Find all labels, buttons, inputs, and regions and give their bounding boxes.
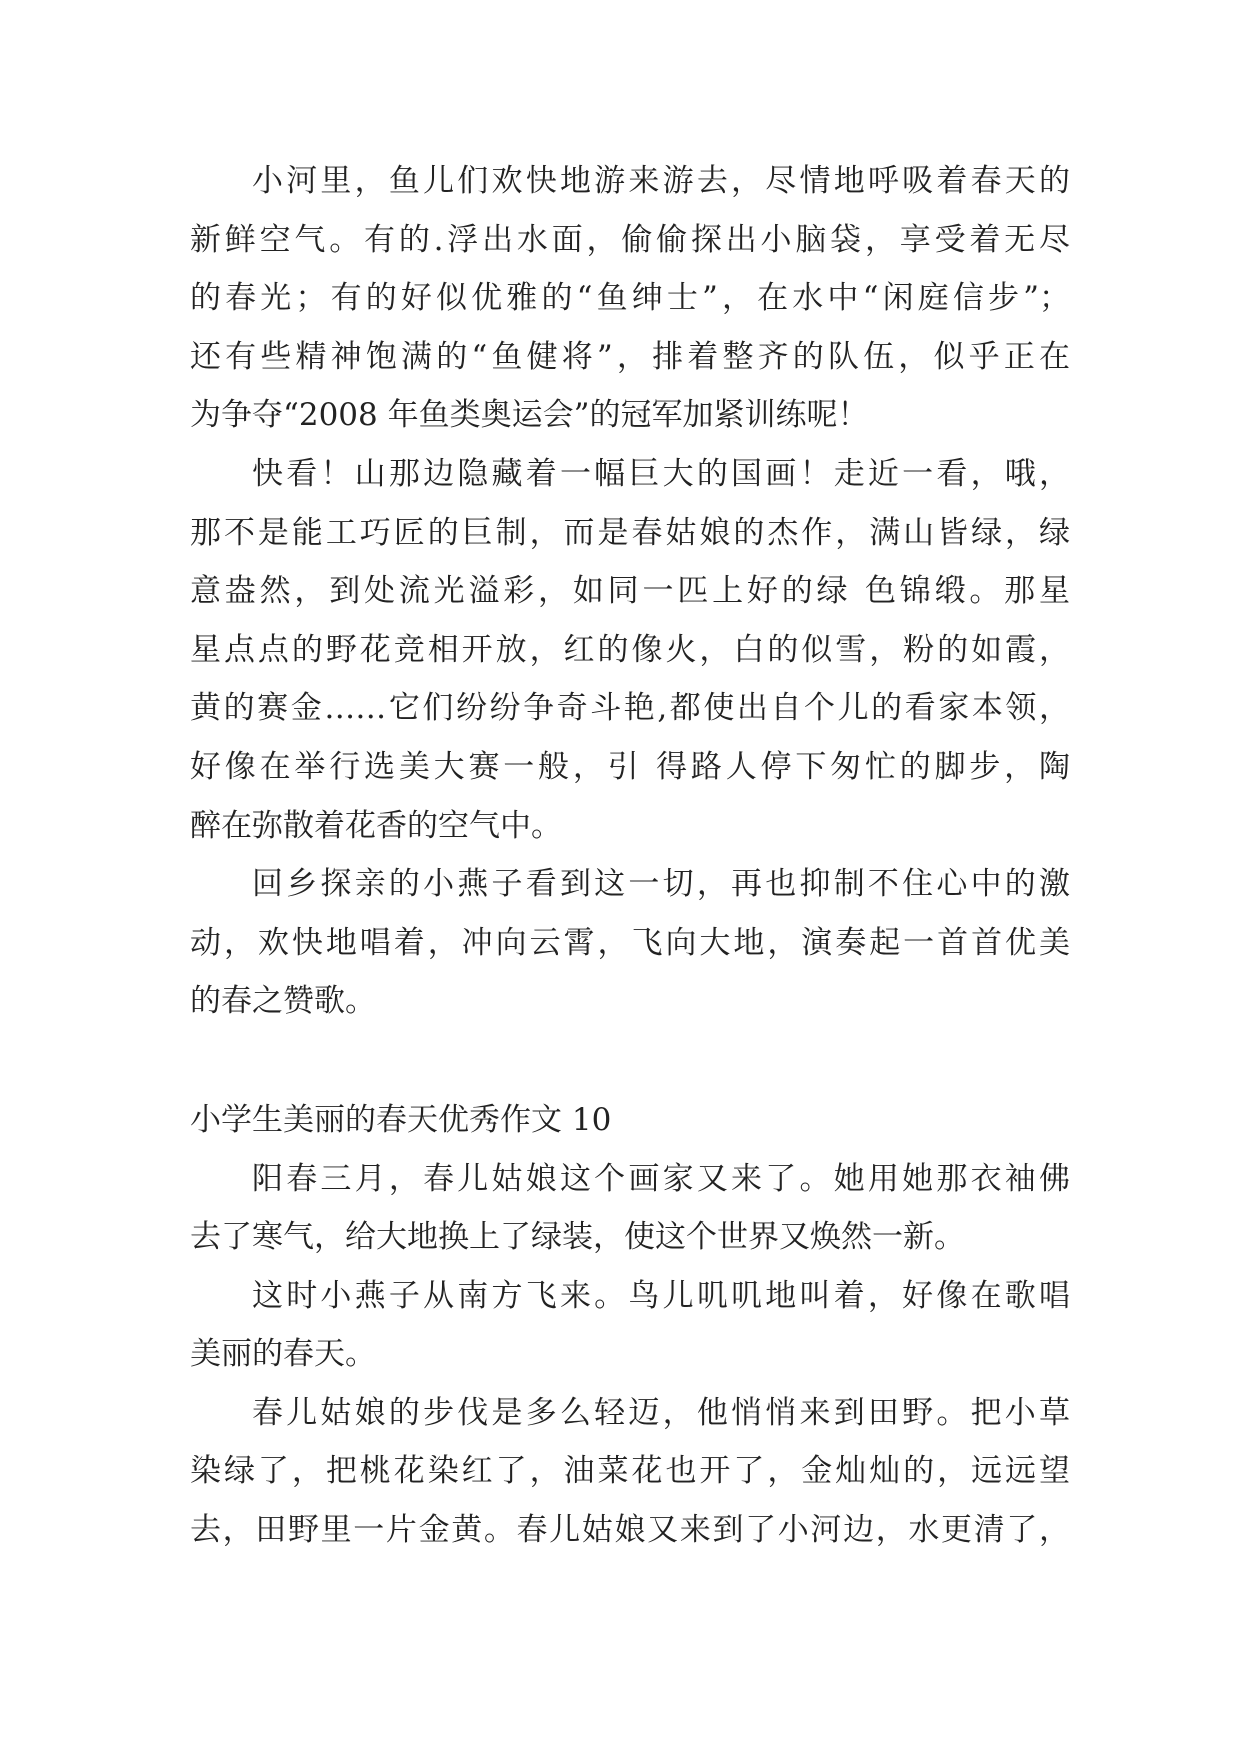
- paragraph: [190, 445, 1070, 855]
- text-line: 春儿姑娘的步伐是多么轻迈，他悄悄来到田野。把小草: [252, 1394, 1070, 1431]
- paragraph: [190, 855, 1070, 1031]
- text-line: 那不是能工巧匠的巨制，而是春姑娘的杰作，满山皆绿，绿: [190, 514, 1070, 551]
- paragraph: [190, 152, 1070, 445]
- text-line: 醉在弥散着花香的空气中。: [190, 807, 562, 844]
- text-line: 美丽的春天。: [190, 1336, 376, 1373]
- text-line: 去，田野里一片金黄。春儿姑娘又来到了小河边，水更清了，: [190, 1512, 1070, 1549]
- text-line: 小河里，鱼儿们欢快地游来游去，尽情地呼吸着春天的: [252, 163, 1070, 199]
- text-line: 还有些精神饱满的“鱼健将”，排着整齐的队伍，似乎正在: [190, 338, 1070, 375]
- text-line: 好像在举行选美大赛一般，引 得路人停下匆忙的脚步，陶: [190, 748, 1070, 785]
- text-line: 星点点的野花竞相开放，红的像火，白的似雪，粉的如霞，: [190, 631, 1070, 668]
- text-line: 动，欢快地唱着，冲向云霄，飞向大地，演奏起一首首优美: [190, 924, 1070, 961]
- text-line: 的春之赞歌。: [190, 983, 376, 1020]
- paragraph: [190, 1267, 1070, 1384]
- text-line: 阳春三月，春儿姑娘这个画家又来了。她用她那衣袖佛: [252, 1160, 1070, 1197]
- text-line: 染绿了，把桃花染红了，油菜花也开了，金灿灿的，远远望: [190, 1453, 1070, 1490]
- paragraph: [190, 1150, 1070, 1267]
- section-spacer: [190, 1031, 1070, 1091]
- text-line: 新鲜空气。有的.浮出水面，偷偷探出小脑袋，享受着无尽: [190, 221, 1070, 258]
- text-line: 回乡探亲的小燕子看到这一切，再也抑制不住心中的激: [252, 866, 1070, 903]
- text-line: 黄的赛金……它们纷纷争奇斗艳,都使出自个儿的看家本领，: [190, 690, 1070, 727]
- text-line: 的春光；有的好似优雅的“鱼绅士”，在水中“闲庭信步”；: [190, 280, 1070, 317]
- text-line: 快看！山那边隐藏着一幅巨大的国画！走近一看，哦，: [252, 455, 1070, 492]
- document-body: [190, 152, 1070, 1560]
- paragraph: [190, 1384, 1070, 1560]
- text-line: 这时小燕子从南方飞来。鸟儿叽叽地叫着，好像在歌唱: [252, 1277, 1070, 1314]
- text-line: 意盎然，到处流光溢彩，如同一匹上好的绿 色锦缎。那星: [190, 573, 1070, 610]
- section-heading: 小学生美丽的春天优秀作文 10: [190, 1101, 612, 1138]
- text-line: 去了寒气，给大地换上了绿装，使这个世界又焕然一新。: [190, 1219, 965, 1256]
- text-line: 为争夺“2008 年鱼类奥运会”的冠军加紧训练呢！: [190, 397, 869, 434]
